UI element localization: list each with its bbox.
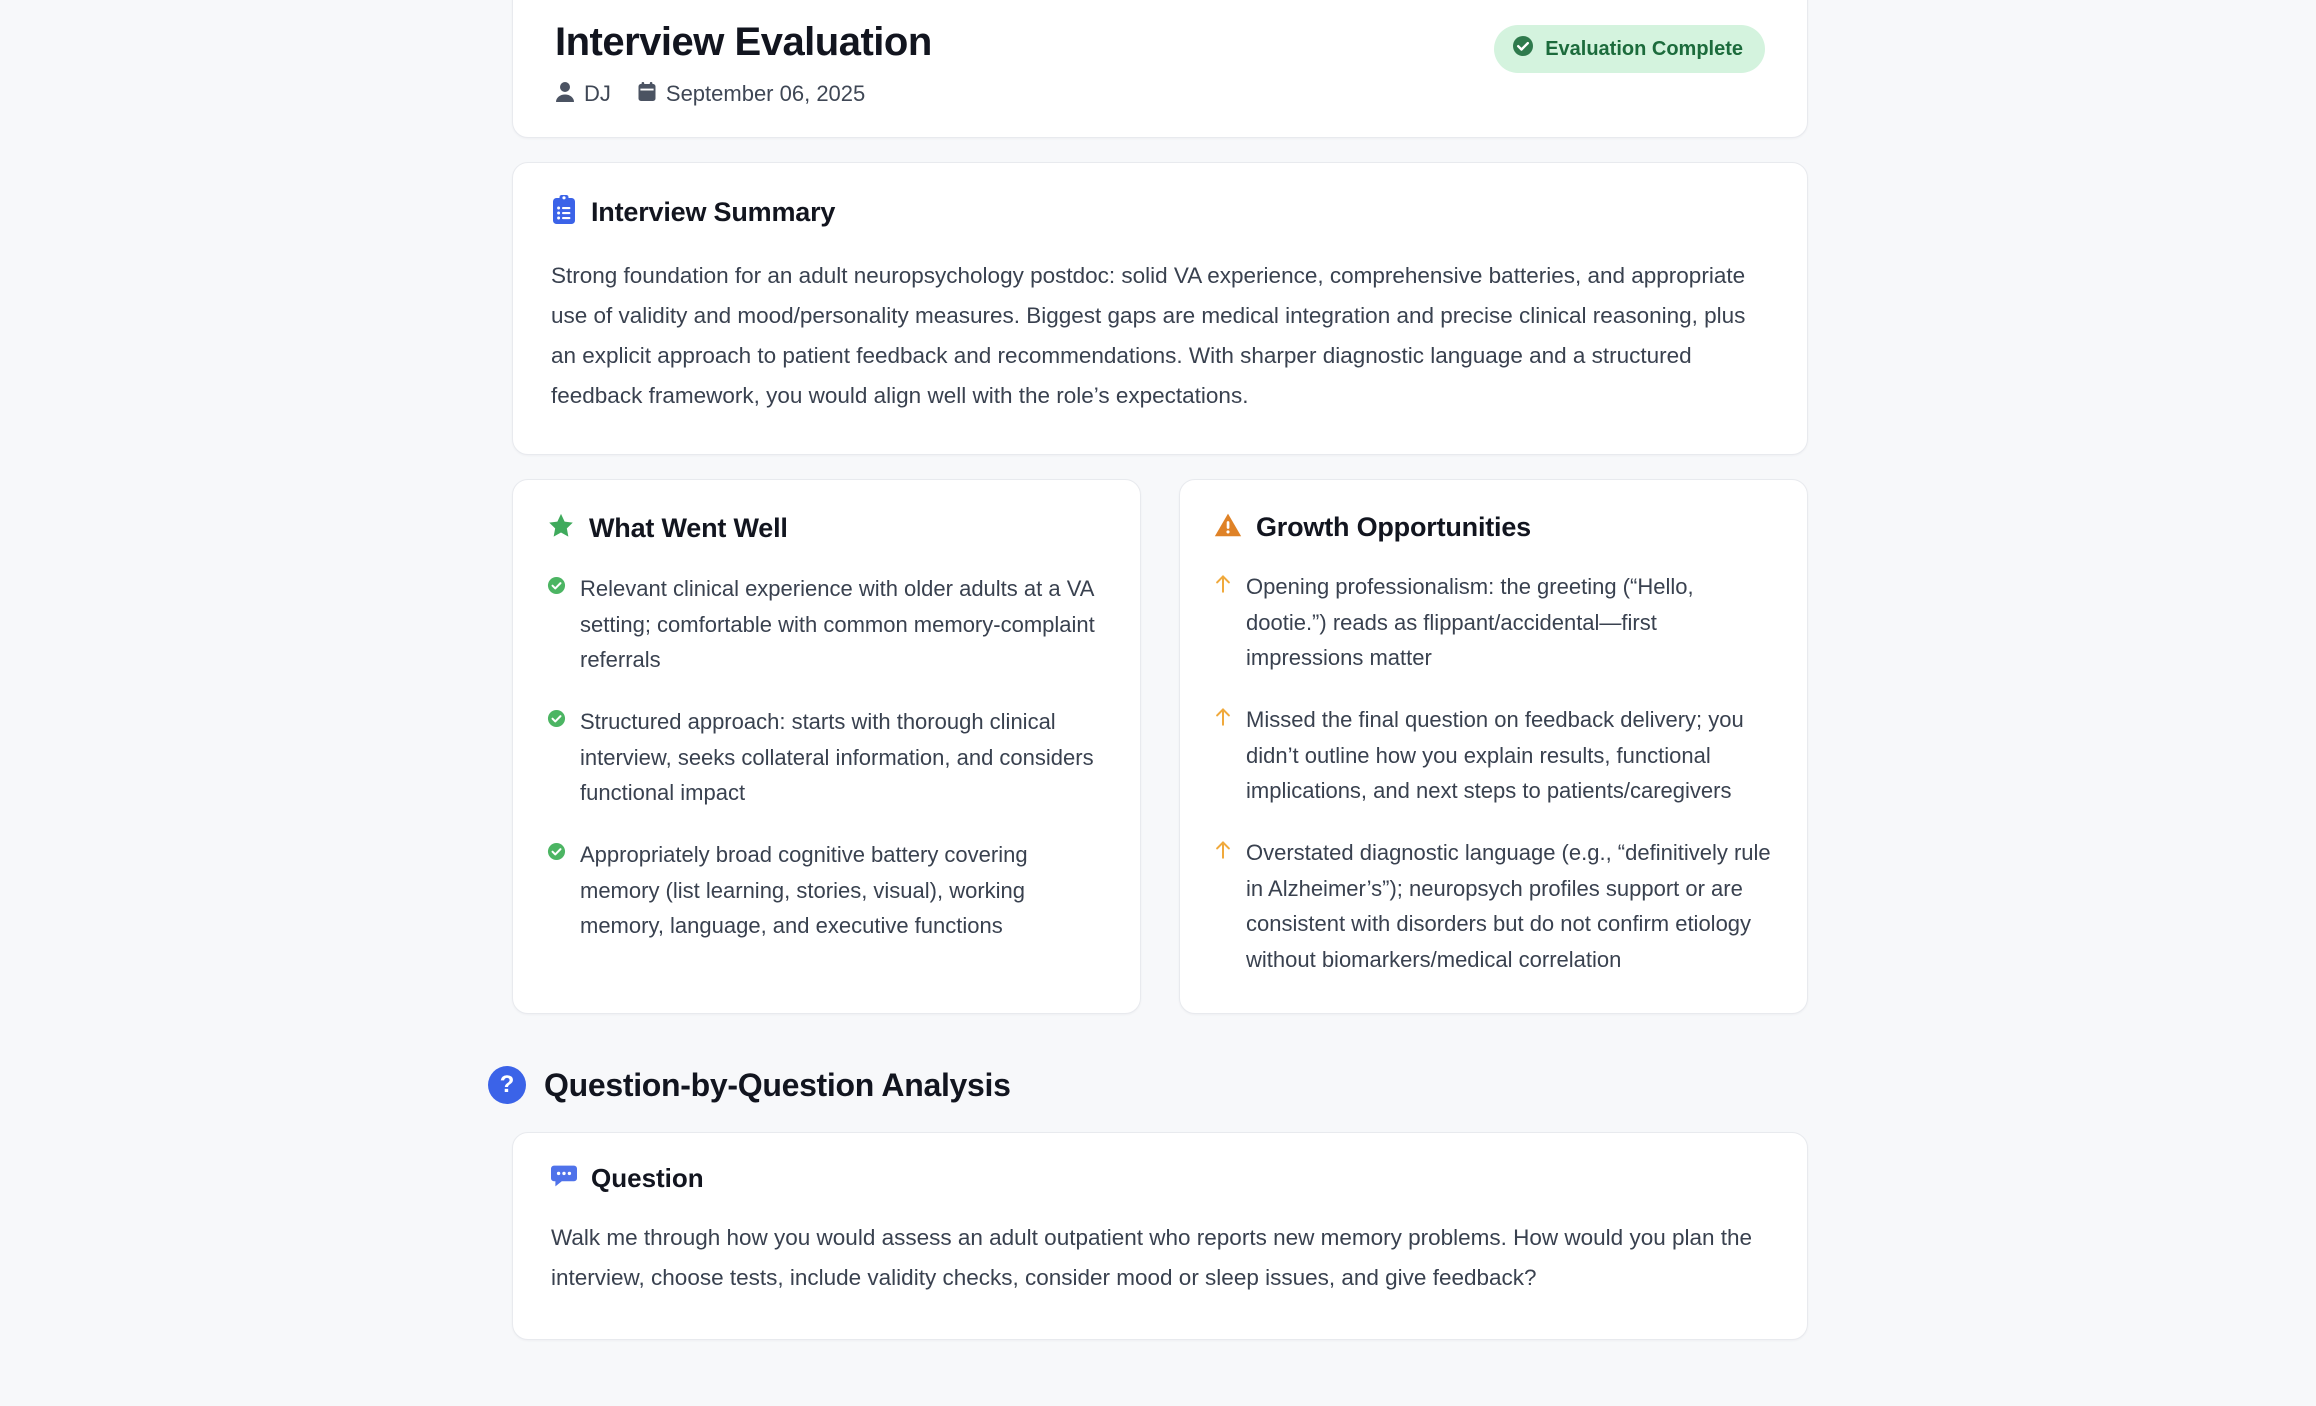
growth-opportunities-list — [1214, 569, 1773, 977]
list-item — [547, 837, 1106, 944]
date-meta — [637, 82, 865, 107]
person-icon — [555, 81, 575, 107]
growth-opportunities-title: Growth Opportunities — [1256, 512, 1531, 543]
list-item-text: Relevant clinical experience with older adults at a VA setting; comfortable with common memory-complaint referrals — [580, 576, 1095, 673]
list-item — [547, 571, 1106, 678]
check-circle-icon — [547, 576, 566, 600]
list-item — [1214, 702, 1773, 809]
date-value: September 06, 2025 — [665, 81, 866, 106]
interview-summary-body: Strong foundation for an adult neuropsychology postdoc: solid VA experience, comprehensive batteries, and appropriate use of validity and mood/personality measures. Biggest gaps are medical integration and precise clinical reasoning, plus an explicit approach to patient feedback and recommendations. With sharper diagnostic language and a structured feedback framework, you would align well with the role’s expectations. — [551, 263, 1746, 409]
growth-opportunities-card — [1179, 479, 1808, 1014]
what-went-well-list — [547, 571, 1106, 944]
arrow-up-icon — [1214, 707, 1232, 732]
check-circle-icon — [547, 842, 566, 866]
check-circle-icon — [1512, 35, 1534, 63]
content-column — [499, 0, 1808, 1340]
interview-summary-card — [512, 162, 1808, 455]
warning-triangle-icon — [1214, 512, 1242, 543]
what-went-well-card — [512, 479, 1141, 1014]
interview-summary-title: Interview Summary — [591, 197, 836, 227]
clipboard-list-icon — [551, 195, 577, 230]
what-went-well-header — [547, 512, 1106, 545]
interview-summary-header — [551, 195, 1769, 230]
arrow-up-icon — [1214, 574, 1232, 599]
question-card-title: Question — [591, 1163, 704, 1194]
page-title: Interview Evaluation — [555, 20, 932, 64]
what-went-well-title: What Went Well — [589, 513, 788, 544]
question-analysis-title: Question-by-Question Analysis — [544, 1066, 1011, 1103]
status-badge — [1494, 25, 1765, 73]
question-card-body: Walk me through how you would assess an adult outpatient who reports new memory problems. How would you plan the interview, choose tests, include validity checks, consider mood or sleep issues, and give feedback? — [551, 1225, 1753, 1291]
evaluation-header-card — [512, 0, 1808, 138]
feedback-columns — [512, 479, 1808, 1014]
question-card — [512, 1132, 1808, 1339]
arrow-up-icon — [1214, 840, 1232, 865]
question-card-header — [551, 1163, 1769, 1194]
list-item-text: Missed the final question on feedback delivery; you didn’t outline how you explain results, functional implications, and next steps to patients/caregivers — [1246, 707, 1744, 804]
list-item — [1214, 835, 1773, 978]
list-item-text: Overstated diagnostic language (e.g., “definitively rule in Alzheimer’s”); neuropsych profiles support or are consistent with disorders but do not confirm etiology without biomarkers/medical correlation — [1246, 839, 1771, 972]
header-meta-row — [555, 81, 932, 107]
list-item-text: Structured approach: starts with thorough clinical interview, seeks collateral information, and considers functional impact — [580, 709, 1094, 806]
list-item-text: Appropriately broad cognitive battery covering memory (list learning, stories, visual), working memory, language, and executive functions — [580, 841, 1028, 939]
list-item — [1214, 569, 1773, 676]
header-title-block — [555, 19, 932, 107]
check-circle-icon — [547, 709, 566, 733]
author-meta — [555, 81, 611, 107]
author-name: DJ — [584, 81, 611, 106]
question-mark-circle-icon: ? — [488, 1066, 526, 1104]
calendar-icon — [637, 82, 657, 107]
question-analysis-heading — [488, 1066, 1808, 1104]
status-badge-label: Evaluation Complete — [1545, 37, 1743, 60]
speech-bubble-icon — [551, 1164, 577, 1193]
star-icon — [547, 512, 575, 545]
list-item — [547, 704, 1106, 811]
growth-opportunities-header — [1214, 512, 1773, 543]
list-item-text: Opening professionalism: the greeting (“Hello, dootie.”) reads as flippant/accidental—first impressions matter — [1246, 574, 1694, 671]
header-row — [555, 0, 1765, 107]
